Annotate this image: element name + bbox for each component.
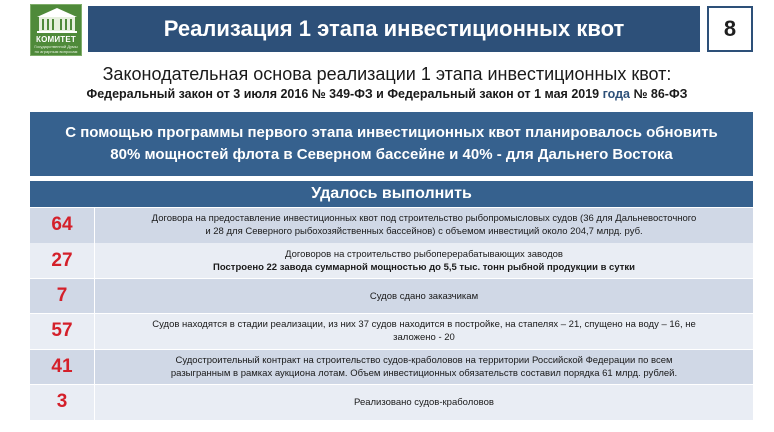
row-line-1: Договоров на строительство рыбоперерабатывающих заводов — [285, 248, 563, 260]
building-icon — [31, 5, 83, 35]
row-line-1: Договора на предоставление инвестиционных квот под строительство рыбопромысловых судов (36 для Дальневосточного — [151, 213, 697, 225]
page-title: Реализация 1 этапа инвестиционных квот — [88, 6, 700, 52]
row-line-2: Построено 22 завода суммарной мощностью до 5,5 тыс. тонн рыбной продукции в сутки — [213, 261, 635, 273]
goal-line-1: С помощью программы первого этапа инвестиционных квот планировалось обновить — [65, 124, 718, 141]
table-row — [30, 314, 753, 349]
logo-word: КОМИТЕТ — [35, 35, 77, 44]
row-number: 64 — [30, 208, 94, 243]
committee-logo — [30, 4, 82, 56]
table-row — [30, 243, 753, 278]
table-row — [30, 279, 753, 314]
row-line-1: Судостроительный контракт на строительство судов-краболовов на территории Российской Федерации по всем — [175, 354, 673, 366]
row-line-2: заложено - 20 — [393, 332, 455, 344]
table-row — [30, 350, 753, 385]
row-line-1: Реализовано судов-краболовов — [354, 396, 494, 408]
table-row — [30, 385, 753, 420]
row-line-2: и 28 для Северного рыбохозяйственных бассейнов) с объемом инвестиций около 204,7 млрд. руб. — [205, 226, 643, 238]
results-table — [30, 208, 753, 420]
row-number: 41 — [30, 350, 94, 385]
row-description — [95, 350, 753, 385]
subtitle: Законодательная основа реализации 1 этапа инвестиционных квот: — [102, 64, 672, 84]
row-description — [95, 385, 753, 420]
row-line-1: Судов сдано заказчикам — [369, 290, 479, 302]
logo-subtitle: Государственной Думы по аграрным вопросам — [34, 44, 78, 54]
row-number: 57 — [30, 314, 94, 349]
row-description — [95, 208, 753, 243]
law-text-part1: Федеральный закон от 3 июля 2016 № 349-ФЗ и Федеральный закон от 1 мая 2019 — [86, 87, 603, 101]
law-text-accent: года — [602, 87, 631, 101]
row-line-1: Судов находятся в стадии реализации, из них 37 судов находится в постройке, на стапелях – 21, спущено на воду – 16, не — [152, 319, 696, 331]
goal-box — [30, 112, 753, 176]
law-reference — [0, 87, 774, 101]
row-description — [95, 279, 753, 314]
row-line-2: разыгранным в рамках аукциона лотам. Объем инвестиционных обязательств составил порядка 61 млрд. рублей. — [170, 367, 678, 379]
goal-line-2: 80% мощностей флота в Северном бассейне и 40% - для Дальнего Востока — [110, 146, 673, 163]
table-row — [30, 208, 753, 243]
row-number: 7 — [30, 279, 94, 314]
results-header: Удалось выполнить — [30, 181, 753, 207]
row-description — [95, 314, 753, 349]
law-text-part2: № 86-ФЗ — [630, 87, 688, 101]
row-description — [95, 243, 753, 278]
row-number: 27 — [30, 243, 94, 278]
slide-number: 8 — [707, 6, 753, 52]
row-number: 3 — [30, 385, 94, 420]
